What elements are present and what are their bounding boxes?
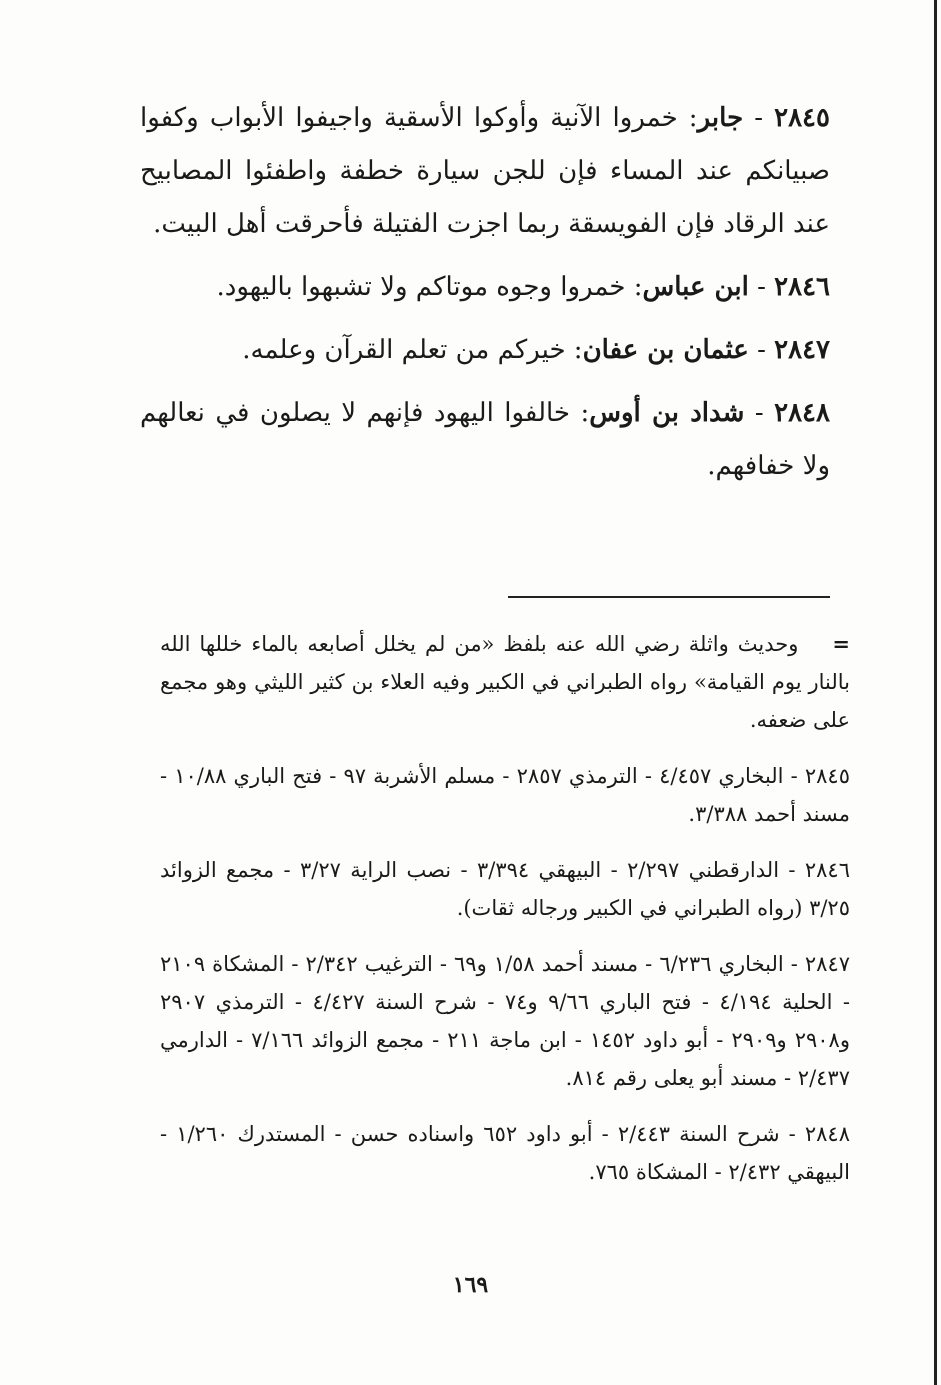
- hadith-number: ٢٨٤٧: [774, 335, 830, 365]
- footnote: ٢٨٤٧ - البخاري ٦/٢٣٦ - مسند أحمد ١/٥٨ و٦٩ - الترغيب ٢/٣٤٢ - المشكاة ٢١٠٩ - الحلية ٤/١٩٤ - فتح الباري ٩/٦٦ و٧٤ - شرح السنة ٤/٤٢٧ - الترمذي ٢٩٠٧ و٢٩٠٨ و٢٩٠٩ - أبو داود ١٤٥٢ - ابن ماجة ٢١١ - مجمع الزوائد ٧/١٦٦ - الدارمي ٢/٤٣٧ - مسند أبو يعلى رقم ٨١٤.: [160, 952, 851, 1090]
- footnote-continuation: [160, 625, 850, 739]
- hadith-entry: ٢٨٤٨ - شداد بن أوس: خالفوا اليهود فإنهم لا يصلون في نعالهم ولا خفافهم.: [140, 398, 830, 481]
- hadith-text: خالفوا اليهود فإنهم لا يصلون في نعالهم ولا خفافهم.: [140, 398, 830, 481]
- footnote: ٢٨٤٨ - شرح السنة ٢/٤٤٣ - أبو داود ٦٥٢ واسناده حسن - المستدرك ١/٢٦٠ - البيهقي ٢/٤٣٢ - المشكاة ٧٦٥.: [160, 1122, 850, 1184]
- narrator-name: ابن عباس: [642, 272, 749, 302]
- footnote-separator: [508, 596, 830, 598]
- hadith-number: ٢٨٤٨: [774, 398, 830, 428]
- footnotes: [160, 625, 850, 1209]
- footnote: ٢٨٤٦ - الدارقطني ٢/٢٩٧ - البيهقي ٣/٣٩٤ - نصب الراية ٣/٢٧ - مجمع الزوائد ٣/٢٥ (رواه الطبراني في الكبير ورجاله ثقات).: [160, 858, 850, 920]
- footnote-text: وحديث واثلة رضي الله عنه بلفظ «من لم يخلل أصابعه بالماء خللها الله بالنار يوم القيامة» رواه الطبراني في الكبير وفيه العلاء بن كثير الليثي وهو مجمع على ضعفه.: [160, 632, 851, 732]
- hadith-number: ٢٨٤٥: [774, 103, 830, 133]
- narrator-name: شداد بن أوس: [589, 398, 745, 428]
- page-number: ١٦٩: [452, 1272, 489, 1298]
- hadith-number: ٢٨٤٦: [774, 272, 830, 302]
- hadith-text: خمروا الآنية وأوكوا الأسقية واجيفوا الأبواب وكفوا صبيانكم عند المساء فإن للجن سيارة خطفة واطفئوا المصابيح عند الرقاد فإن الفويسقة ربما اجزت الفتيلة فأحرقت أهل البيت.: [140, 103, 830, 239]
- continuation-mark: =: [832, 631, 850, 656]
- hadith-entry: ٢٨٤٦ - ابن عباس: خمروا وجوه موتاكم ولا تشبهوا باليهود.: [216, 272, 830, 302]
- page-edge: [934, 0, 937, 1385]
- main-text: [140, 92, 830, 503]
- footnote: ٢٨٤٥ - البخاري ٤/٤٥٧ - الترمذي ٢٨٥٧ - مسلم الأشربة ٩٧ - فتح الباري ١٠/٨٨ - مسند أحمد ٣/٣٨٨.: [160, 764, 850, 826]
- hadith-text: خيركم من تعلم القرآن وعلمه.: [242, 335, 566, 365]
- hadith-text: خمروا وجوه موتاكم ولا تشبهوا باليهود.: [216, 272, 626, 302]
- hadith-entry: ٢٨٤٥ - جابر: خمروا الآنية وأوكوا الأسقية واجيفوا الأبواب وكفوا صبيانكم عند المساء فإن للجن سيارة خطفة واطفئوا المصابيح عند الرقاد فإن الفويسقة ربما اجزت الفتيلة فأحرقت أهل البيت.: [140, 103, 830, 239]
- narrator-name: جابر: [697, 103, 744, 133]
- narrator-name: عثمان بن عفان: [582, 335, 749, 365]
- hadith-entry: ٢٨٤٧ - عثمان بن عفان: خيركم من تعلم القرآن وعلمه.: [242, 335, 830, 365]
